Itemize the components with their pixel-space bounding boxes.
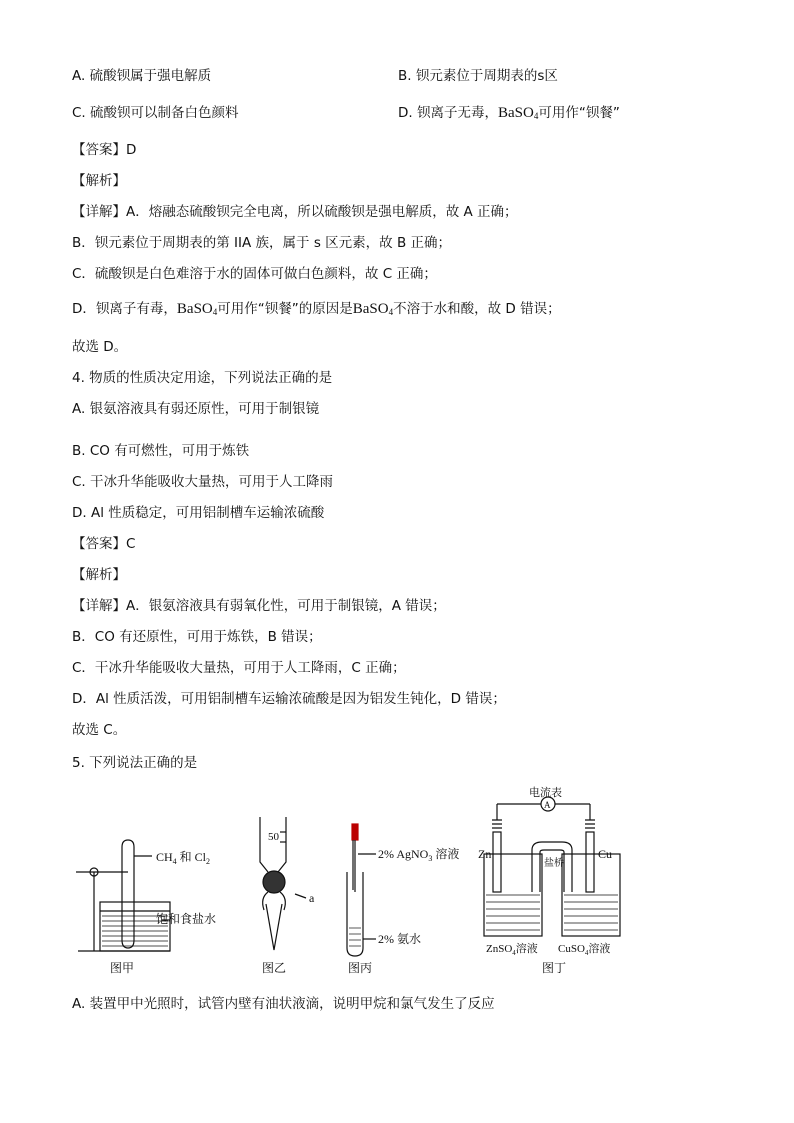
q4-detail-a: 【详解】A．银氨溶液具有弱氧化性，可用于制银镜，A 错误； <box>72 598 446 614</box>
fig-ding-caption: 图丁 <box>542 961 567 975</box>
figure-bing <box>347 824 376 956</box>
q3-answer: 【答案】D <box>72 142 137 158</box>
q3-analysis: 【解析】 <box>72 173 126 189</box>
fig-ding-bridge: 盐桥 <box>544 858 564 869</box>
fig-jia-gas-label: $CH_4$ 和 $Cl_2$ <box>156 850 211 866</box>
fig-ding-zn: Zn <box>478 847 492 861</box>
formula-baso4: BaSO$_4$ <box>352 301 394 317</box>
fig-yi-caption: 图乙 <box>262 961 287 975</box>
q4-detail-d: D．Al 性质活泼，可用铝制槽车运输浓硫酸是因为铝发生钝化，D 错误； <box>72 691 506 707</box>
option-d-text: D. 钡离子无毒， <box>398 105 498 121</box>
q4-detail-c: C．干冰升华能吸收大量热，可用于人工降雨，C 正确； <box>72 660 406 676</box>
q3-detail-b: B．钡元素位于周期表的第 IIA 族，属于 s 区元素，故 B 正确； <box>72 235 452 251</box>
fig-yi-scale: 50 <box>268 831 279 843</box>
fig-bing-bottom-label: 2% 氨水 <box>378 932 421 946</box>
q3-detail-d: D．钡离子有毒，BaSO$_4$可用作“钡餐”的原因是BaSO$_4$不溶于水和酸，故 D 错误； <box>72 301 561 317</box>
fig-ding-cu: Cu <box>598 847 613 861</box>
fig-jia-caption: 图甲 <box>110 961 135 975</box>
fig-ding-meter-label: 电流表 <box>529 787 562 799</box>
fig-bing-top-label: 2% AgNO$_3$ 溶液 <box>378 847 460 863</box>
fig-ding-left-solution: ZnSO$_4$溶液 <box>486 943 538 957</box>
q3-conclusion: 故选 D。 <box>72 339 128 355</box>
option-d <box>398 104 620 125</box>
fig-ding-right-solution: CuSO$_4$溶液 <box>558 943 611 957</box>
option-c: C. 硫酸钡可以制备白色颜料 <box>72 105 239 121</box>
q4-conclusion: 故选 C。 <box>72 722 127 738</box>
option-b: B. 钡元素位于周期表的s区 <box>398 68 558 84</box>
q4-answer: 【答案】C <box>72 536 136 552</box>
formula-baso4: BaSO$_4$ <box>497 105 539 121</box>
q4-analysis: 【解析】 <box>72 567 126 583</box>
q4-option-c: C. 干冰升华能吸收大量热，可用于人工降雨 <box>72 474 334 490</box>
q3-detail-a: 【详解】A．熔融态硫酸钡完全电离，所以硫酸钡是强电解质，故 A 正确； <box>72 204 518 220</box>
option-a: A. 硫酸钡属于强电解质 <box>72 68 212 84</box>
option-d-text-post: 可用作“钡餐” <box>538 105 620 121</box>
q4-option-a: A. 银氨溶液具有弱还原性，可用于制银镜 <box>72 401 320 417</box>
q5-option-a: A. 装置甲中光照时，试管内壁有油状液滴，说明甲烷和氯气发生了反应 <box>72 996 495 1012</box>
figure-yi <box>260 817 306 950</box>
q4-detail-b: B．CO 有还原性，可用于炼铁，B 错误； <box>72 629 322 645</box>
fig-bing-caption: 图丙 <box>348 961 373 975</box>
q4-option-d: D. Al 性质稳定，可用铝制槽车运输浓硫酸 <box>72 505 325 521</box>
q4-option-b: B. CO 有可燃性，可用于炼铁 <box>72 443 250 459</box>
fig-jia-water-label: 饱和食盐水 <box>156 912 217 926</box>
fig-yi-valve-label: a <box>309 891 315 905</box>
q5-figures <box>72 780 632 980</box>
q4-stem: 4. 物质的性质决定用途，下列说法正确的是 <box>72 370 333 386</box>
q5-stem: 5. 下列说法正确的是 <box>72 755 198 771</box>
q3-detail-c: C．硫酸钡是白色难溶于水的固体可做白色颜料，故 C 正确； <box>72 266 437 282</box>
fig-ding-meter-symbol: A <box>544 800 551 810</box>
formula-baso4: BaSO$_4$ <box>176 301 218 317</box>
